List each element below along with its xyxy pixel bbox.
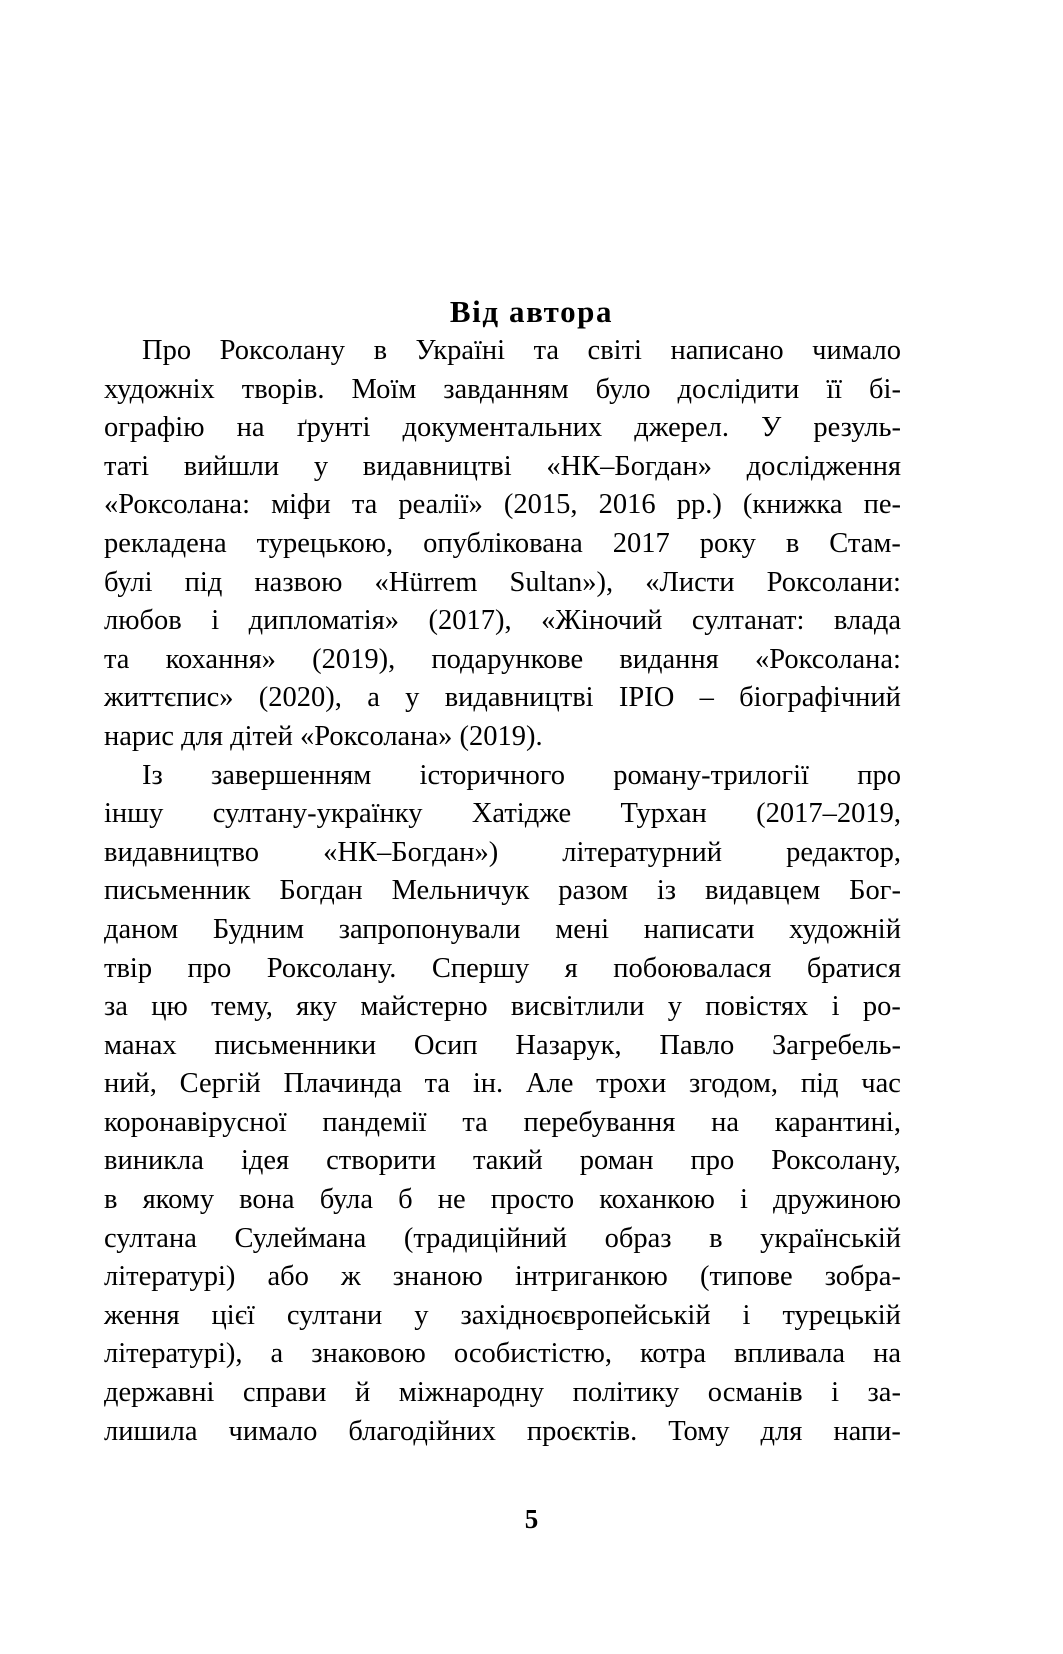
text-word: твір <box>104 952 153 984</box>
text-line <box>104 1142 901 1181</box>
text-word: знаковою <box>311 1338 426 1370</box>
text-word: впливала <box>734 1338 846 1370</box>
text-word: булі <box>104 566 153 598</box>
text-word: мені <box>555 913 610 945</box>
text-word: міфи <box>271 489 331 521</box>
text-word: видавництві <box>362 450 512 482</box>
text-word: іншу <box>104 798 164 830</box>
text-word: Але <box>525 1068 574 1100</box>
text-word: (2019), <box>312 643 396 675</box>
page-number: 5 <box>524 1504 539 1534</box>
text-word: назвою <box>254 566 343 598</box>
text-word: лишила <box>104 1415 198 1447</box>
text-word: (2017–2019, <box>756 798 901 830</box>
text-word: якому <box>142 1184 215 1216</box>
text-word: цієї <box>211 1299 255 1331</box>
text-word: братися <box>806 952 901 984</box>
text-word: літературі), <box>104 1338 243 1370</box>
text-word: інтриганкою <box>514 1261 668 1293</box>
text-word: Sultan»), <box>509 566 614 598</box>
text-word: створити <box>326 1145 436 1177</box>
text-word: султанат: <box>691 605 805 637</box>
text-word: Осип <box>413 1029 478 1061</box>
text-word: під <box>800 1068 839 1100</box>
text-word: кохання» <box>165 643 276 675</box>
text-word: «Hürrem <box>374 566 478 598</box>
text-line: нарис для дітей «Роксолана» (2019). <box>104 720 543 752</box>
text-word: повістях <box>705 991 809 1023</box>
text-word: образ <box>604 1222 672 1254</box>
text-word: видавництві <box>444 682 594 714</box>
text-word: Роксолану <box>219 335 346 366</box>
text-line <box>104 525 901 564</box>
text-line <box>104 1104 901 1143</box>
text-word: ро- <box>862 991 901 1023</box>
text-word: та <box>424 1068 451 1100</box>
text-word: коронавірусної <box>104 1106 287 1138</box>
text-word: українській <box>760 1222 901 1254</box>
text-word: джерел. <box>634 412 729 444</box>
text-word: карантині, <box>774 1106 901 1138</box>
text-word: письменник <box>104 875 251 907</box>
text-word: разом <box>558 875 628 907</box>
text-word: редактор, <box>786 836 901 868</box>
text-word: просто <box>490 1184 575 1216</box>
text-word: історичного <box>419 759 565 791</box>
text-word: про <box>857 759 901 791</box>
text-line <box>104 1258 901 1297</box>
text-word: дипломатія» <box>248 605 400 637</box>
text-word: (традиційний <box>403 1222 567 1254</box>
text-word: напи- <box>833 1415 901 1447</box>
text-word: ний, <box>104 1068 157 1100</box>
text-word: тему, <box>211 991 273 1023</box>
text-line <box>104 1027 901 1066</box>
text-word: Моїм <box>351 373 417 405</box>
text-word: або <box>267 1261 309 1293</box>
text-word: Сергій <box>179 1068 261 1100</box>
text-word: у <box>313 450 329 482</box>
text-line <box>104 486 901 525</box>
text-word: рекладена <box>104 527 227 559</box>
text-word: перебування <box>523 1106 676 1138</box>
text-word: і <box>742 1299 751 1331</box>
text-word: Хатідже <box>471 798 572 830</box>
text-line <box>104 1413 901 1452</box>
text-word: а <box>270 1338 284 1370</box>
text-word: західноєвропейській <box>460 1299 711 1331</box>
text-word: Тому <box>668 1415 730 1447</box>
text-word: художній <box>789 913 901 945</box>
text-word: чимало <box>812 335 901 366</box>
text-word: «Роксолана: <box>104 489 250 521</box>
text-word: із <box>656 875 677 907</box>
text-word: Мельничук <box>391 875 530 907</box>
text-word: письменники <box>214 1029 377 1061</box>
text-word: Стам- <box>829 527 901 559</box>
text-word: ґрунті <box>296 412 371 444</box>
text-word: Про <box>142 335 192 366</box>
text-line <box>104 332 901 371</box>
text-word: документальних <box>402 412 603 444</box>
text-word: і <box>739 1184 748 1216</box>
text-word: ідея <box>240 1145 290 1177</box>
text-word: в <box>785 527 800 559</box>
text-word: «НК–Богдан» <box>546 450 712 482</box>
text-word: реалії» <box>398 489 483 521</box>
text-word: «Листи <box>645 566 735 598</box>
text-line <box>104 1374 901 1413</box>
text-word: справи <box>242 1377 327 1409</box>
text-word: Бог- <box>849 875 901 907</box>
text-word: дослідження <box>746 450 901 482</box>
text-word: та <box>462 1106 488 1138</box>
text-word: світі <box>587 335 642 366</box>
text-word: опублікована <box>423 527 583 559</box>
text-word: таті <box>104 450 150 482</box>
text-word: висвітлили <box>510 991 645 1023</box>
text-word: для <box>760 1415 803 1447</box>
text-word: котра <box>640 1338 707 1370</box>
text-word: у <box>667 991 682 1023</box>
text-word: в <box>104 1184 118 1216</box>
text-line <box>104 757 901 796</box>
text-word: літературі) <box>104 1261 236 1293</box>
text-word: вона <box>239 1184 295 1216</box>
text-word: любов <box>104 605 182 637</box>
text-line <box>104 795 901 834</box>
text-word: за <box>104 991 128 1023</box>
body-text-column <box>104 332 901 1451</box>
text-word: в <box>709 1222 723 1254</box>
text-word: роман <box>579 1145 654 1177</box>
text-word: Роксолани: <box>766 566 901 598</box>
text-word: художніх <box>104 373 215 405</box>
text-word: про <box>690 1145 735 1177</box>
text-word: «НК–Богдан») <box>323 836 499 868</box>
text-word: в <box>373 335 388 366</box>
text-line <box>104 602 901 641</box>
text-word: проєктів. <box>526 1415 638 1447</box>
text-word: а <box>367 682 380 714</box>
text-word: Загребель- <box>771 1029 901 1061</box>
text-word: б <box>398 1184 413 1216</box>
text-line <box>104 911 901 950</box>
text-word: У <box>761 412 782 444</box>
text-word: не <box>437 1184 466 1216</box>
text-word: про <box>187 952 232 984</box>
text-word: завершенням <box>210 759 372 791</box>
text-word: її <box>826 373 843 405</box>
text-line <box>104 371 901 410</box>
text-word: манах <box>104 1029 177 1061</box>
text-word: ІРІО <box>618 682 675 714</box>
text-word: «Роксолана: <box>754 643 901 675</box>
text-word: Турхан <box>620 798 707 830</box>
text-word: пандемії <box>322 1106 427 1138</box>
text-word: 2017 <box>612 527 670 559</box>
text-word: Із <box>142 759 163 791</box>
text-line <box>104 872 901 911</box>
text-word: Будним <box>212 913 305 945</box>
text-word: на <box>236 412 265 444</box>
text-word: видання <box>619 643 719 675</box>
text-word: запропонували <box>338 913 521 945</box>
text-word: (2020), <box>258 682 342 714</box>
text-word: ографію <box>104 412 205 444</box>
text-word: роману-трилогії <box>613 759 809 791</box>
text-word: (типове <box>699 1261 793 1293</box>
text-word: згодом, <box>689 1068 779 1100</box>
text-word: рр.) <box>676 489 722 521</box>
text-line <box>104 1181 901 1220</box>
paragraph-1 <box>104 332 901 757</box>
text-word: зобра- <box>824 1261 901 1293</box>
text-word: коханкою <box>599 1184 715 1216</box>
text-word: у <box>405 682 420 714</box>
text-word: Роксолану. <box>266 952 397 984</box>
text-word: благодійних <box>348 1415 496 1447</box>
text-word: міжнародну <box>398 1377 545 1409</box>
text-word: і <box>831 991 840 1023</box>
text-word: Роксолану, <box>771 1145 901 1177</box>
text-word: дослідити <box>677 373 800 405</box>
text-word: за- <box>867 1377 901 1409</box>
text-word: цю <box>151 991 188 1023</box>
text-word: влада <box>833 605 901 637</box>
text-line <box>104 1335 901 1374</box>
text-word: ж <box>341 1261 361 1293</box>
text-word: літературний <box>562 836 723 868</box>
text-word: вийшли <box>183 450 280 482</box>
text-word: чимало <box>228 1415 318 1447</box>
text-word: та <box>351 489 378 521</box>
text-word: даном <box>104 913 179 945</box>
text-word: особистістю, <box>453 1338 613 1370</box>
text-word: (2017), <box>428 605 512 637</box>
text-word: і <box>211 605 220 637</box>
text-word: подарункове <box>431 643 584 675</box>
text-word: на <box>873 1338 901 1370</box>
text-word: я <box>564 952 578 984</box>
text-word: й <box>354 1377 371 1409</box>
text-word: та <box>533 335 560 366</box>
text-word: Назарук, <box>515 1029 622 1061</box>
text-word: завданням <box>443 373 569 405</box>
text-word: знаною <box>392 1261 483 1293</box>
text-word: трохи <box>596 1068 667 1100</box>
text-word: – <box>699 682 714 714</box>
text-line <box>104 679 901 718</box>
text-word: час <box>861 1068 901 1100</box>
text-word: побоювалася <box>613 952 772 984</box>
text-word: Плачинда <box>283 1068 402 1100</box>
text-word: ін. <box>472 1068 504 1100</box>
text-word: життєпис» <box>104 682 234 714</box>
text-word: біографічний <box>739 682 901 714</box>
text-word: на <box>711 1106 739 1138</box>
text-word: (2015, <box>503 489 578 521</box>
text-word: політику <box>572 1377 680 1409</box>
text-word: і <box>831 1377 839 1409</box>
text-word: яку <box>296 991 337 1023</box>
text-word: та <box>104 643 130 675</box>
text-word: у <box>414 1299 429 1331</box>
text-word: султану-українку <box>212 798 423 830</box>
text-word: такий <box>472 1145 543 1177</box>
text-line <box>104 950 901 989</box>
text-word: (книжка <box>742 489 843 521</box>
text-word: Спершу <box>431 952 530 984</box>
paragraph-2 <box>104 757 901 1452</box>
text-word: бі- <box>869 373 901 405</box>
text-word: пе- <box>863 489 901 521</box>
page-title: Від автора <box>449 293 614 329</box>
text-line <box>104 834 901 873</box>
text-word: резуль- <box>813 412 901 444</box>
text-line <box>104 448 901 487</box>
text-word: турецькою, <box>256 527 394 559</box>
text-word: султани <box>286 1299 383 1331</box>
text-line <box>104 564 901 603</box>
text-word: року <box>699 527 756 559</box>
text-line <box>104 1065 901 1104</box>
text-word: Сулеймана <box>234 1222 367 1254</box>
text-word: дружиною <box>773 1184 901 1216</box>
text-word: під <box>184 566 223 598</box>
text-word: майстерно <box>360 991 488 1023</box>
text-word: ження <box>104 1299 180 1331</box>
text-word: османів <box>707 1377 803 1409</box>
text-line <box>104 409 901 448</box>
text-word: написано <box>670 335 784 366</box>
text-word: Україні <box>415 335 506 366</box>
text-word: видавництво <box>104 836 260 868</box>
text-word: Богдан <box>279 875 363 907</box>
text-word: була <box>319 1184 373 1216</box>
text-word: турецькій <box>782 1299 901 1331</box>
text-word: видавцем <box>704 875 821 907</box>
text-word: було <box>595 373 651 405</box>
text-line <box>104 1297 901 1336</box>
text-word: виникла <box>104 1145 204 1177</box>
text-line <box>104 988 901 1027</box>
text-line <box>104 641 901 680</box>
text-word: написати <box>643 913 755 945</box>
text-word: творів. <box>241 373 325 405</box>
text-word: «Жіночий <box>541 605 663 637</box>
text-word: Павло <box>659 1029 735 1061</box>
text-word: султана <box>104 1222 197 1254</box>
text-word: державні <box>104 1377 215 1409</box>
text-word: 2016 <box>598 489 656 521</box>
text-line <box>104 1220 901 1259</box>
